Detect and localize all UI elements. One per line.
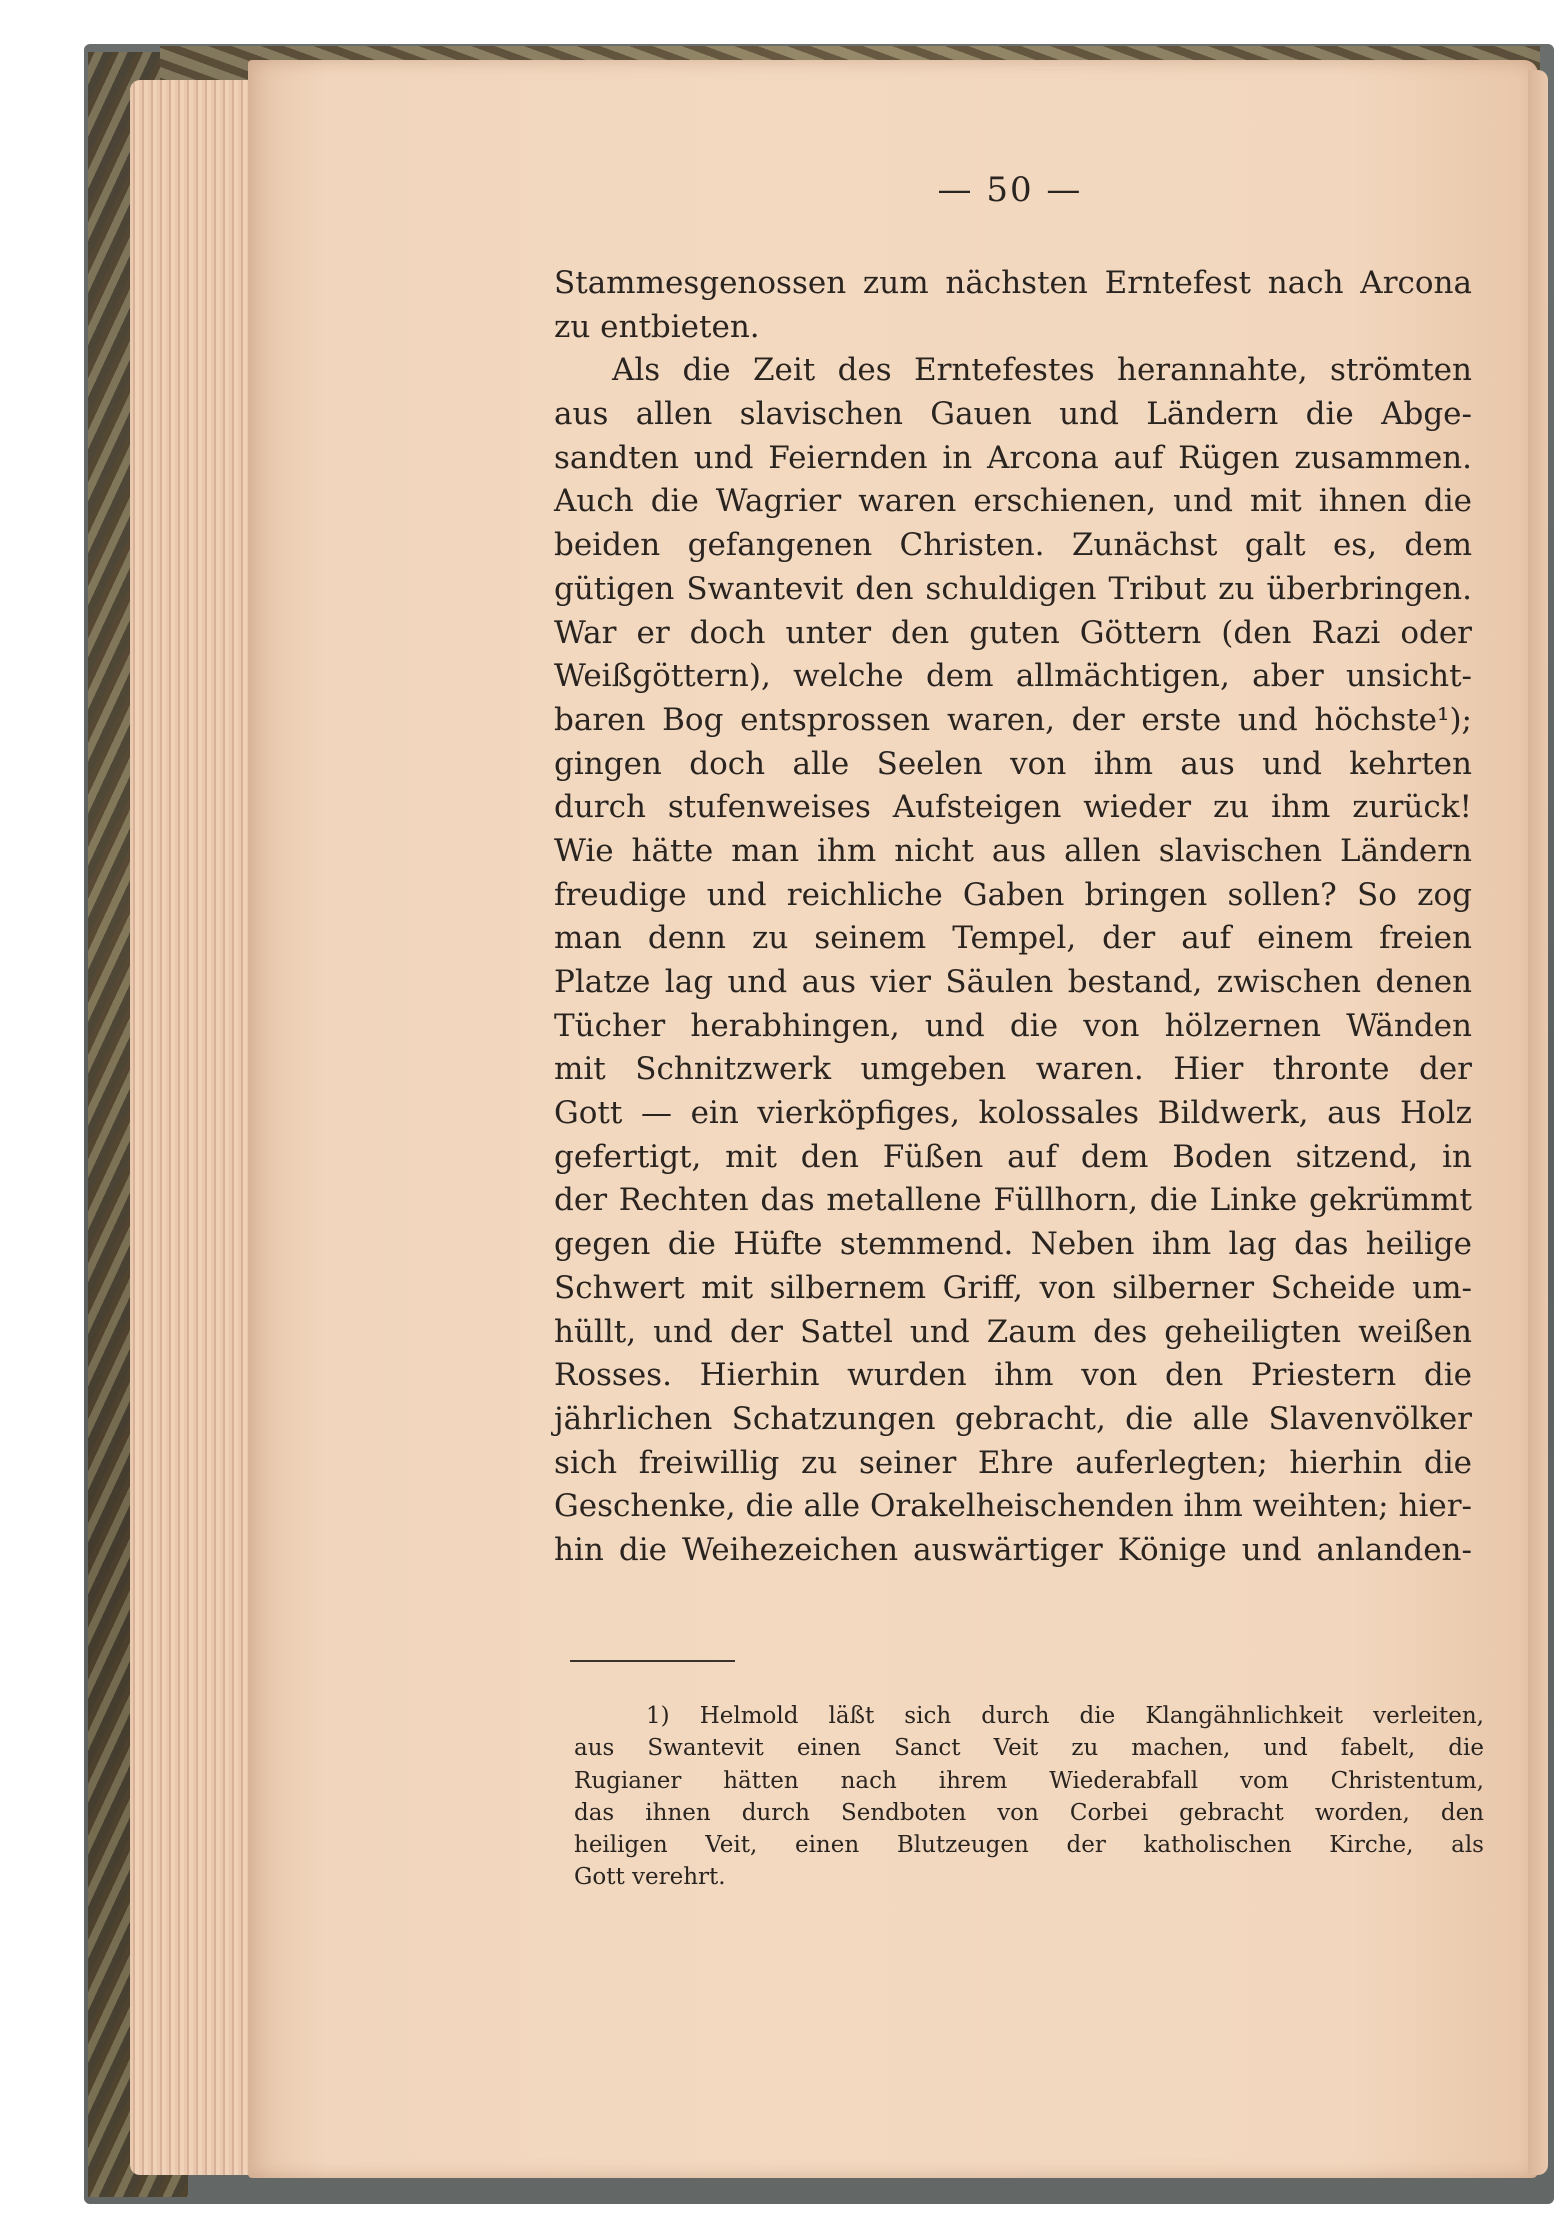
text-line: hin die Weihezeichen auswärtiger Könige und anlanden- [554,1531,1472,1568]
footnote [574,1700,1484,1894]
text-line: Geschenke, die alle Orakelheischenden ihm weihten; hier- [554,1488,1472,1525]
text-line: freudige und reichliche Gaben bringen sollen? So zog [554,876,1472,913]
text-line: sich freiwillig zu seiner Ehre auferlegten; hierhin die [554,1444,1472,1481]
footnote-line: heiligen Veit, einen Blutzeugen der katholischen Kirche, als [574,1832,1484,1859]
text-line: sandten und Feiernden in Arcona auf Rügen zusammen. [554,439,1472,476]
footnote-line: das ihnen durch Sendboten von Corbei gebracht worden, den [574,1799,1484,1826]
text-line: Gott — ein vierköpfiges, kolossales Bildwerk, aus Holz [554,1095,1472,1132]
footnote-line: aus Swantevit einen Sanct Veit zu machen, und fabelt, die [574,1735,1484,1762]
text-line: Stammesgenossen zum nächsten Erntefest nach Arcona [554,265,1472,301]
footnote-line: Rugianer hätten nach ihrem Wiederabfall vom Christentum, [574,1767,1484,1794]
text-line: Als die Zeit des Erntefestes herannahte, strömten [612,352,1472,389]
text-line: aus allen slavischen Gauen und Ländern die Abge- [554,396,1472,433]
footnote-divider [570,1660,735,1662]
text-line: zu entbieten. [554,308,760,345]
text-line: beiden gefangenen Christen. Zunächst galt es, dem [554,527,1472,564]
text-line: Platze lag und aus vier Säulen bestand, zwischen denen [554,964,1472,1000]
text-line: Rosses. Hierhin wurden ihm von den Priestern die [554,1357,1472,1394]
text-line: baren Bog entsprossen waren, der erste und höchste¹); [554,701,1472,738]
text-line: Tücher herabhingen, und die von hölzernen Wänden [554,1007,1472,1044]
body-text [554,262,1472,1573]
text-line: der Rechten das metallene Füllhorn, die Linke gekrümmt [554,1182,1472,1219]
text-line: gegen die Hüfte stemmend. Neben ihm lag das heilige [554,1226,1472,1263]
text-line: man denn zu seinem Tempel, der auf einem freien [554,920,1472,957]
text-line: mit Schnitzwerk umgeben waren. Hier thronte der [554,1051,1472,1088]
page-number: — 50 — [937,170,1083,210]
text-line: gefertigt, mit den Füßen auf dem Boden sitzend, in [554,1138,1472,1175]
text-line: hüllt, und der Sattel und Zaum des geheiligten weißen [554,1313,1472,1350]
text-line: durch stufenweises Aufsteigen wieder zu ihm zurück! [554,789,1472,826]
text-line: Auch die Wagrier waren erschienen, und mit ihnen die [554,483,1472,520]
text-line: gütigen Swantevit den schuldigen Tribut zu überbringen. [554,570,1472,607]
text-line: Schwert mit silbernem Griff, von silberner Scheide um- [554,1269,1472,1306]
text-line: Weißgöttern), welche dem allmächtigen, aber unsicht- [554,658,1472,695]
text-line: War er doch unter den guten Göttern (den Razi oder [554,614,1472,651]
text-line: gingen doch alle Seelen von ihm aus und kehrten [554,745,1472,782]
page-right-edge [1528,70,1548,2175]
text-line: jährlichen Schatzungen gebracht, die alle Slavenvölker [554,1400,1472,1437]
footnote-line: Gott verehrt. [574,1864,726,1891]
footnote-line: 1) Helmold läßt sich durch die Klangähnlichkeit verleiten, [646,1703,1484,1729]
text-line: Wie hätte man ihm nicht aus allen slavischen Ländern [554,832,1472,869]
